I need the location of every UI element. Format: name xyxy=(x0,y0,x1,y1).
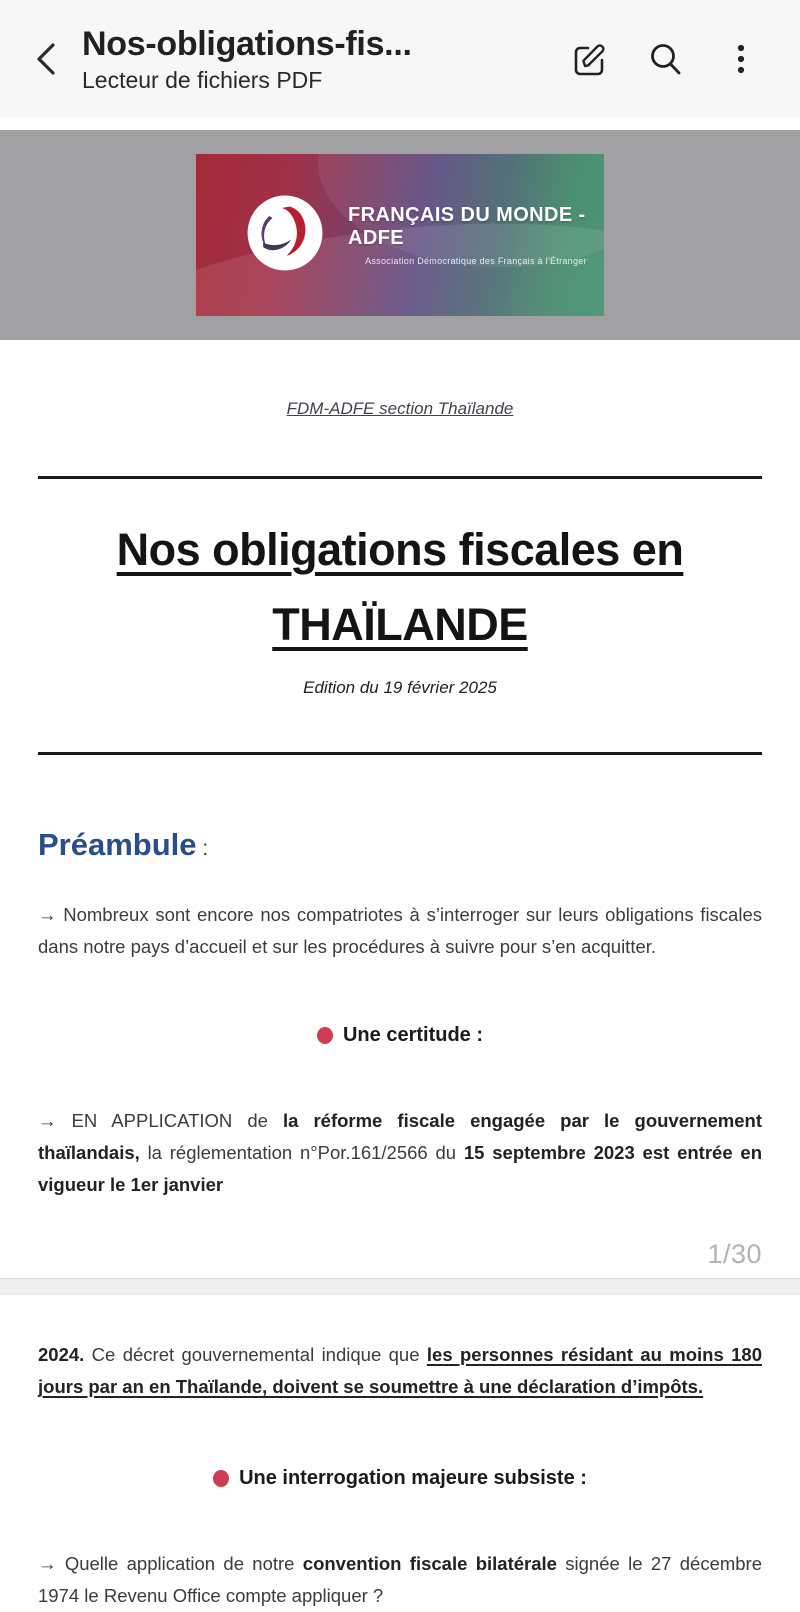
interrogation-label: Une interrogation majeure subsiste : xyxy=(239,1467,587,1489)
horizontal-rule xyxy=(38,476,762,479)
certitude-label: Une certitude : xyxy=(342,1024,484,1046)
pdf-viewer[interactable] xyxy=(0,130,800,1612)
section-link[interactable]: FDM-ADFE section Thaïlande xyxy=(286,399,514,418)
paragraph-application: → EN APPLICATION de la réforme fiscale engagée par le gouvernement thaïlandais, la réglementation n°Por.161/2566 du 15 septembre 2023 est entrée en vigueur le 1er janvier xyxy=(38,1110,762,1195)
paragraph-2024: 2024. Ce décret gouvernemental indique que les personnes résidant au moins 180 jours par an en Thaïlande, doivent se soumettre à une déclaration d’impôts. xyxy=(38,1344,762,1397)
document-title: Nos-obligations-fis... xyxy=(82,25,412,64)
adfe-logo-icon xyxy=(246,194,324,277)
org-name-label: FRANÇAIS DU MONDE - ADFE xyxy=(348,204,586,249)
edit-button[interactable] xyxy=(558,28,620,90)
paragraph-intro: → Nombreux sont encore nos compatriotes à s’interroger sur leurs obligations fiscales dans notre pays d’accueil et sur les procédures à suivre pour s’en acquitter. xyxy=(38,904,762,957)
pdf-page-margin-area xyxy=(0,130,800,340)
app-name-label: Lecteur de fichiers PDF xyxy=(82,67,323,94)
page-number-indicator: 1/30 xyxy=(707,1239,762,1269)
app-header xyxy=(0,0,800,117)
paragraph-question: → Quelle application de notre convention fiscale bilatérale signée le 27 décembre 1974 le Revenu Office compte appliquer ? xyxy=(38,1553,763,1606)
preamble-colon: : xyxy=(196,837,209,860)
overflow-menu-button[interactable] xyxy=(710,28,772,90)
pdf-page-2 xyxy=(0,1339,800,1612)
org-subtitle-label: Association Démocratique des Français à l'Étranger xyxy=(365,256,587,266)
pdf-page-1 xyxy=(0,399,800,1278)
association-banner-image xyxy=(196,154,604,316)
preamble-heading xyxy=(38,827,762,863)
page-break-divider xyxy=(0,1278,800,1295)
three-dots-icon xyxy=(734,38,748,80)
red-dot-icon xyxy=(213,1470,229,1487)
back-chevron-icon xyxy=(29,39,63,79)
header-gap xyxy=(0,117,800,130)
edition-date: Edition du 19 février 2025 xyxy=(303,678,497,697)
interrogation-heading xyxy=(38,1467,762,1490)
preamble-label: Préambule xyxy=(38,827,197,862)
certitude-heading xyxy=(38,1024,762,1047)
banner-text-block xyxy=(348,204,604,266)
doc-title-line1: Nos obligations fiscales en xyxy=(116,524,684,575)
doc-title-line2: THAÏLANDE xyxy=(272,599,528,650)
search-icon xyxy=(644,38,686,80)
red-dot-icon xyxy=(317,1027,333,1044)
horizontal-rule xyxy=(38,752,762,755)
edit-icon xyxy=(568,38,610,80)
search-button[interactable] xyxy=(634,28,696,90)
header-titles xyxy=(74,24,558,95)
doc-main-title xyxy=(38,512,762,662)
back-button[interactable] xyxy=(18,31,74,87)
